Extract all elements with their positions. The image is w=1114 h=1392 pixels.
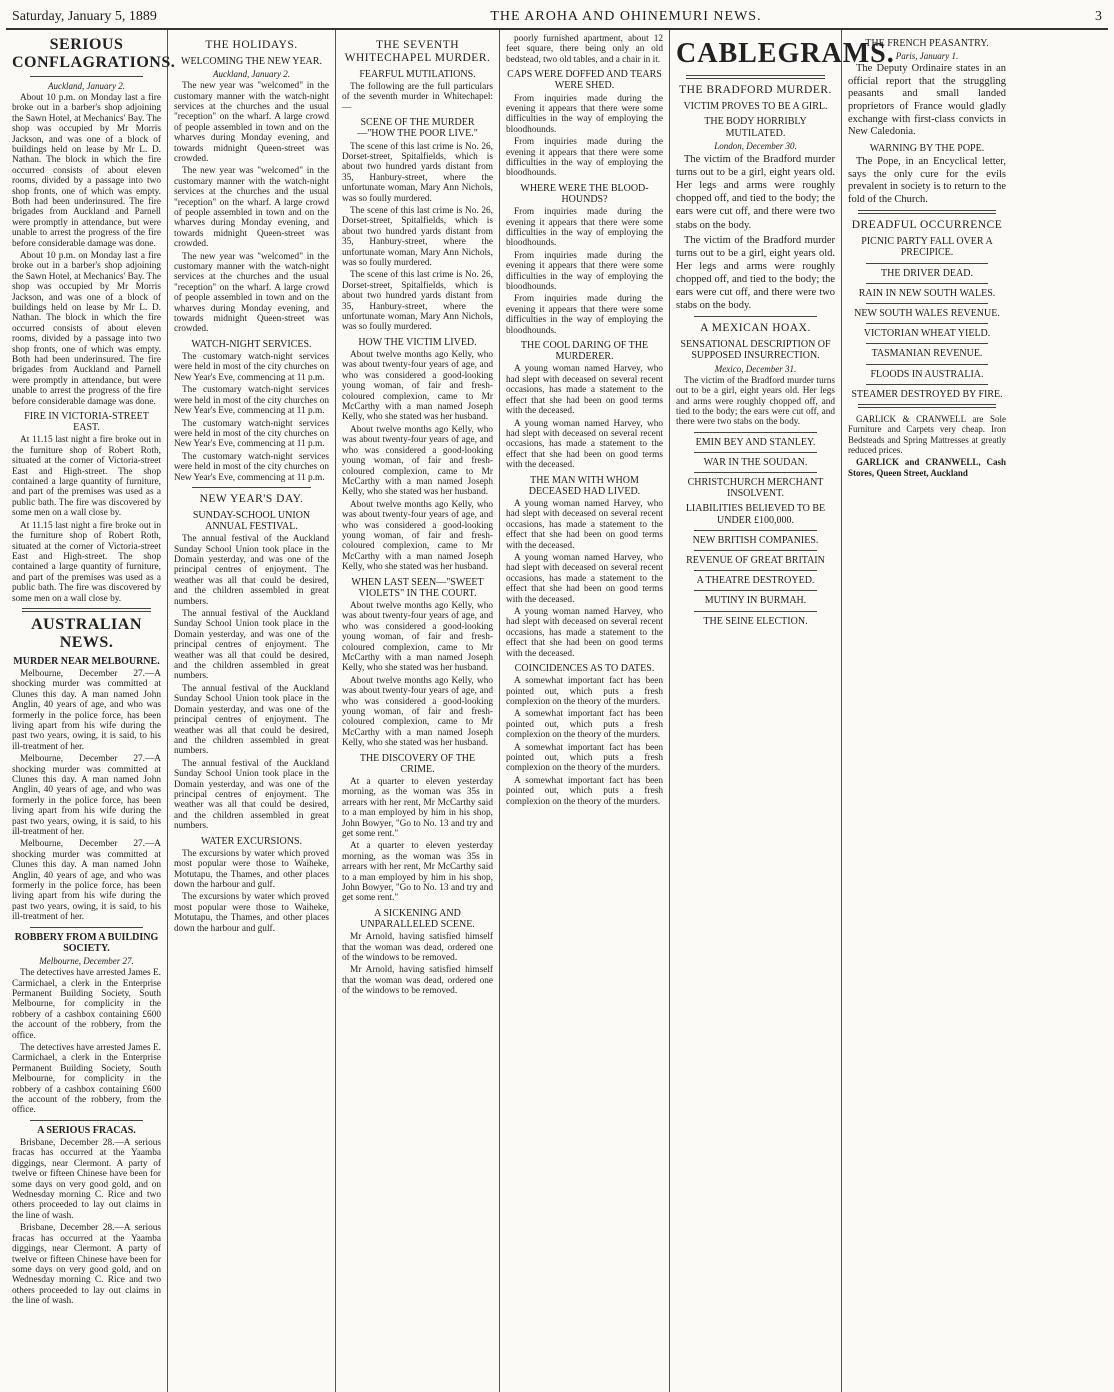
divider: [192, 487, 311, 488]
article-text: From inquiries made during the evening it appears that there were some difficulties in the way of employing the bloodhounds.: [506, 250, 663, 293]
divider: [858, 404, 996, 408]
article-text: A somewhat important fact has been pointed out, which puts a fresh complexion on the theory of the murders.: [506, 742, 663, 774]
column-3: [336, 30, 500, 1392]
column-2: [168, 30, 336, 1392]
ad-signature: GARLICK and CRANWELL, Cash Stores, Queen Street, Auckland: [848, 457, 1006, 478]
issue-date: Saturday, January 5, 1889: [12, 9, 157, 24]
headline-australian-news: AUSTRALIAN NEWS.: [31, 615, 142, 651]
subhead-water-excursions: WATER EXCURSIONS.: [200, 835, 303, 847]
subhead-emin-bey: EMIN BEY AND STANLEY.: [695, 436, 816, 448]
article-text: Mr Arnold, having satisfied himself that the woman was dead, ordered one of the windows to be removed.: [342, 965, 493, 997]
subhead-murder-near-melbourne: MURDER NEAR MELBOURNE.: [13, 655, 160, 667]
subhead-scene-of-murder: SCENE OF THE MURDER—"HOW THE POOR LIVE.": [357, 117, 478, 140]
divider: [694, 452, 817, 453]
article-text: The scene of this last crime is No. 26, Dorset-street, Spitalfields, which is about two hundred yards distant from 35, Hanbury-street, where the unfortunate woman, Mary Ann Nichols, was so foully murdered.: [342, 141, 493, 204]
column-5: [670, 30, 895, 1392]
divider: [866, 364, 988, 365]
advertisement: [848, 414, 1006, 478]
article-text: The excursions by water which proved most popular were those to Waiheke, Motutapu, the Thames, and other places down the harbour and gulf.: [174, 892, 329, 934]
dateline: London, December 30.: [714, 140, 797, 151]
divider: [866, 384, 988, 385]
article-text: The following are the full particulars of the seventh murder in Whitechapel:—: [342, 81, 493, 113]
article-text: The Deputy Ordinaire states in an official report that the struggling peasants and small landed proprietors of France would gladly exchange with first-class convicts in New Caledonia.: [848, 63, 1006, 138]
article-text: The annual festival of the Auckland Sunday School Union took place in the Domain yesterday, and was one of the principal centres of enjoyment. The weather was all that could be desired, and the children assembled in great numbers.: [174, 758, 329, 832]
divider: [694, 611, 817, 612]
article-text: About twelve months ago Kelly, who was about twenty-four years of age, and who was considered a good-looking young woman, of fair and fresh-coloured complexion, came to Mr McCarthy with a man named Joseph Kelly, who she stated was her husband.: [342, 499, 493, 573]
article-text: About twelve months ago Kelly, who was about twenty-four years of age, and who was considered a good-looking young woman, of fair and fresh-coloured complexion, came to Mr McCarthy with a man named Joseph Kelly, who she stated was her husband.: [342, 600, 493, 674]
subhead-french-peasantry: THE FRENCH PEASANTRY.: [865, 38, 989, 49]
article-text: The new year was "welcomed" in the customary manner with the watch-night services at the churches and the usual "reception" on the wharf. A large crowd of people assembled in town and on the wharves during Monday evening, and towards midnight Queen-street was crowded.: [174, 81, 329, 164]
article-text: At 11.15 last night a fire broke out in the furniture shop of Robert Roth, situated at the corner of Victoria-street East and High-street. The shop contained a large quantity of furniture, and part of the premises was used as a public bath. The fire was discovered by some men on a wall close by.: [12, 520, 161, 604]
article-text: From inquiries made during the evening it appears that there were some difficulties in the way of employing the bloodhounds.: [506, 137, 663, 179]
subhead-warning-pope: WARNING BY THE POPE.: [869, 142, 985, 154]
dateline: Auckland, January 2.: [213, 69, 290, 80]
subhead-sickening-scene: A SICKENING AND UNPARALLELED SCENE.: [360, 907, 475, 931]
subhead-sensational-description: SENSATIONAL DESCRIPTION OF SUPPOSED INSURRECTION.: [680, 339, 831, 362]
headline-holidays: THE HOLIDAYS.: [205, 39, 298, 51]
article-text: The annual festival of the Auckland Sunday School Union took place in the Domain yesterday, and was one of the principal centres of enjoyment. The weather was all that could be desired, and the children assembled in great numbers.: [174, 683, 329, 757]
article-text: The customary watch-night services were held in most of the city churches on New Year's Eve, commencing at 11 p.m.: [174, 352, 329, 383]
subhead-nsw-revenue: NEW SOUTH WALES REVENUE.: [854, 308, 1000, 320]
subhead-mutiny-burmah: MUTINY IN BURMAH.: [704, 595, 807, 607]
article-text: About 10 p.m. on Monday last a fire broke out in a barber's shop adjoining the Sawn Hotel, at Mechanics' Bay. The shop was occupied by Mr Morris Jackson, and was one of a block of buildings held on lease by Mr L. D. Nathan. The block in which the fire occurred consists of about eleven rooms, divided by a passage into two shop fronts, one of which was empty. Both had been underinsured. The fire brigades from Auckland and Parnell were promptly in attendance, but were unable to arrest the progress of the fire before considerable damage was done.: [12, 250, 161, 407]
article-text: Melbourne, December 27.—A shocking murder was committed at Clunes this day. A man named John Anglin, 40 years of age, and who was formerly in the police force, has been living apart from his wife during the past two years, owing, it is said, to his ill-treatment of her.: [12, 839, 161, 923]
subhead-tasmanian-revenue: TASMANIAN REVENUE.: [871, 348, 983, 360]
subhead-discovery-of-crime: THE DISCOVERY OF THE CRIME.: [359, 752, 476, 775]
subhead-caps-doffed: CAPS WERE DOFFED AND TEARS WERE SHED.: [507, 69, 662, 92]
divider: [866, 303, 988, 304]
divider: [694, 550, 817, 551]
subhead-sunday-school-festival: SUNDAY-SCHOOL UNION ANNUAL FESTIVAL.: [192, 509, 311, 533]
article-text: About twelve months ago Kelly, who was about twenty-four years of age, and who was considered a good-looking young woman, of fair and fresh-coloured complexion, came to Mr McCarthy with a man named Joseph Kelly, who she stated was her husband.: [342, 424, 493, 498]
subhead-revenue-britain: REVENUE OF GREAT BRITAIN: [686, 555, 825, 567]
article-text: Melbourne, December 27.—A shocking murder was committed at Clunes this day. A man named John Anglin, 40 years of age, and who was formerly in the police force, has been living apart from his wife during the past two years, owing, it is said, to his ill-treatment of her.: [12, 754, 161, 838]
subhead-victim-girl: VICTIM PROVES TO BE A GIRL.: [683, 101, 828, 113]
subhead-steamer-fire: STEAMER DESTROYED BY FIRE.: [851, 388, 1003, 400]
divider: [866, 343, 988, 344]
headline-whitechapel-murder: THE SEVENTH WHITECHAPEL MURDER.: [344, 39, 491, 64]
subhead-man-with-deceased: THE MAN WITH WHOM DECEASED HAD LIVED.: [528, 474, 641, 497]
article-text: The victim of the Bradford murder turns out to be a girl, eight years old. Her legs and arms were roughly chopped off, and tied to the body; the ears were cut off, and there were two stabs on the body.: [676, 375, 835, 428]
dateline: Mexico, December 31.: [714, 363, 797, 374]
article-text: From inquiries made during the evening it appears that there were some difficulties in the way of employing the bloodhounds.: [506, 294, 663, 336]
article-text: The scene of this last crime is No. 26, Dorset-street, Spitalfields, which is about two hundred yards distant from 35, Hanbury-street, where the unfortunate woman, Mary Ann Nichols, was so foully murdered.: [342, 205, 493, 268]
subhead-liabilities: LIABILITIES BELIEVED TO BE UNDER £100,000.: [685, 503, 826, 526]
divider: [694, 432, 817, 433]
article-text: A somewhat important fact has been pointed out, which puts a fresh complexion on the theory of the murders.: [506, 676, 663, 707]
article-text: The customary watch-night services were held in most of the city churches on New Year's Eve, commencing at 11 p.m.: [174, 385, 329, 417]
subhead-picnic-precipice: PICNIC PARTY FALL OVER A PRECIPICE.: [861, 236, 993, 259]
divider: [30, 1120, 143, 1121]
subhead-watch-night-services: WATCH-NIGHT SERVICES.: [191, 338, 312, 350]
divider: [694, 570, 817, 571]
subhead-theatre-destroyed: A THEATRE DESTROYED.: [696, 575, 815, 587]
subhead-war-soudan: WAR IN THE SOUDAN.: [703, 456, 808, 468]
article-text: Brisbane, December 28.—A serious fracas has occurred at the Yaamba diggings, near Clermont. A party of twelve or fifteen Chinese have been for some days on very good gold, and on Wednesday morning C. Rice and two others proceeded to lay out claims in the line of wash.: [12, 1138, 161, 1221]
article-text: From inquiries made during the evening it appears that there were some difficulties in the way of employing the bloodhounds.: [506, 93, 663, 135]
divider: [30, 76, 143, 77]
divider: [866, 283, 988, 284]
article-text: The detectives have arrested James E. Carmichael, a clerk in the Enterprise Permanent Building Society, South Melbourne, for complicity in the robbery of a cashbox containing £600 the account of the robbery, from the office.: [12, 968, 161, 1041]
subhead-victoria-street-fire: FIRE IN VICTORIA-STREET EAST.: [24, 411, 149, 434]
article-text: The Pope, in an Encyclical letter, says the only cure for the evils prevalent in society is to return to the fold of the Church.: [848, 156, 1006, 205]
article-text: About twelve months ago Kelly, who was about twenty-four years of age, and who was considered a good-looking young woman, of fair and fresh-coloured complexion, came to Mr McCarthy with a man named Joseph Kelly, who she stated was her husband.: [342, 350, 493, 423]
subhead-coincidences-dates: COINCIDENCES AS TO DATES.: [514, 663, 655, 674]
article-text: The customary watch-night services were held in most of the city churches on New Year's Eve, commencing at 11 p.m.: [174, 418, 329, 450]
subhead-welcoming-new-year: WELCOMING THE NEW YEAR.: [181, 55, 322, 67]
article-text: The new year was "welcomed" in the customary manner with the watch-night services at the churches and the usual "reception" on the wharf. A large crowd of people assembled in town and on the wharves during Monday evening, and towards midnight Queen-street was crowded.: [174, 251, 329, 335]
columns: [6, 30, 1108, 1392]
article-text: About twelve months ago Kelly, who was about twenty-four years of age, and who was considered a good-looking young woman, of fair and fresh-coloured complexion, came to Mr McCarthy with a man named Joseph Kelly, who she stated was her husband.: [342, 675, 493, 749]
subhead-robbery-building-society: ROBBERY FROM A BUILDING SOCIETY.: [14, 931, 159, 954]
headline-cablegrams: CABLEGRAMS.: [676, 38, 895, 69]
subhead-fearful-mutilations: FEARFUL MUTILATIONS.: [359, 68, 476, 80]
article-text: A somewhat important fact has been pointed out, which puts a fresh complexion on the theory of the murders.: [506, 709, 663, 741]
page-number: 3: [1095, 9, 1102, 24]
divider: [866, 323, 988, 324]
subhead-rain-nsw: RAIN IN NEW SOUTH WALES.: [858, 287, 996, 299]
article-text: The annual festival of the Auckland Sunday School Union took place in the Domain yesterday, and was one of the principal centres of enjoyment. The weather was all that could be desired, and the children assembled in great numbers.: [174, 534, 329, 607]
headline-new-years-day: NEW YEAR'S DAY.: [199, 492, 304, 505]
divider: [858, 210, 996, 214]
headline-bradford-murder: THE BRADFORD MURDER.: [679, 84, 832, 97]
column-6: [842, 30, 1012, 1392]
article-text: A young woman named Harvey, who had slept with deceased on several recent occasions, has made a statement to the effect that she had been on good terms with the deceased.: [506, 552, 663, 605]
subhead-driver-dead: THE DRIVER DEAD.: [881, 267, 973, 279]
article-text: Brisbane, December 28.—A serious fracas has occurred at the Yaamba diggings, near Clermont. A party of twelve or fifteen Chinese have been for some days on very good gold, and on Wednesday morning C. Rice and two others proceeded to lay out claims in the line of wash.: [12, 1223, 161, 1307]
subhead-floods-australia: FLOODS IN AUSTRALIA.: [870, 368, 984, 380]
dateline: Melbourne, December 27.: [39, 956, 134, 967]
divider: [694, 316, 817, 317]
divider: [30, 927, 143, 928]
divider: [686, 75, 825, 79]
subhead-seine-election: THE SEINE ELECTION.: [703, 615, 808, 627]
article-text: About 10 p.m. on Monday last a fire broke out in a barber's shop adjoining the Sawn Hotel, at Mechanics' Bay. The shop was occupied by Mr Morris Jackson, and was one of a block of buildings held on lease by Mr L. D. Nathan. The block in which the fire occurred consists of about eleven rooms, divided by a passage into two shop fronts, one of which was empty. Both had been underinsured. The fire brigades from Auckland and Parnell were promptly in attendance, but were unable to arrest the progress of the fire before considerable damage was done.: [12, 92, 161, 249]
subhead-body-mutilated: THE BODY HORRIBLY MUTILATED.: [704, 116, 807, 139]
subhead-serious-fracas: A SERIOUS FRACAS.: [37, 1124, 136, 1136]
article-text: The detectives have arrested James E. Carmichael, a clerk in the Enterprise Permanent Building Society, South Melbourne, for complicity in the robbery of a cashbox containing £600 the account of the robbery, from the office.: [12, 1043, 161, 1116]
article-text: The customary watch-night services were held in most of the city churches on New Year's Eve, commencing at 11 p.m.: [174, 451, 329, 483]
dateline: Paris, January 1.: [895, 51, 959, 62]
subhead-when-last-seen: WHEN LAST SEEN—"SWEET VIOLETS" IN THE COURT.: [351, 576, 484, 599]
subhead-victorian-wheat: VICTORIAN WHEAT YIELD.: [863, 328, 991, 340]
headline-mexican-hoax: A MEXICAN HOAX.: [700, 322, 811, 335]
subhead-cool-daring: THE COOL DARING OF THE MURDERER.: [520, 340, 649, 363]
article-text: The excursions by water which proved most popular were those to Waiheke, Motutapu, the Thames, and other places down the harbour and gulf.: [174, 848, 329, 890]
masthead: [6, 6, 1108, 30]
divider: [866, 263, 988, 264]
divider: [694, 472, 817, 473]
paper-title: THE AROHA AND OHINEMURI NEWS.: [490, 9, 762, 24]
article-text: The scene of this last crime is No. 26, Dorset-street, Spitalfields, which is about two hundred yards distant from 35, Hanbury-street, where the unfortunate woman, Mary Ann Nichols, was so foully murdered.: [342, 270, 493, 333]
article-text: The victim of the Bradford murder turns out to be a girl, eight years old. Her legs and arms were roughly chopped off, and tied to the body; the ears were cut off, and there were two stabs on the body.: [676, 153, 835, 231]
headline-dreadful-occurrence: DREADFUL OCCURRENCE: [851, 219, 1003, 232]
article-text: From inquiries made during the evening it appears that there were some difficulties in the way of employing the bloodhounds.: [506, 207, 663, 249]
dateline: Auckland, January 2.: [48, 80, 125, 91]
article-text: Mr Arnold, having satisfied himself that the woman was dead, ordered one of the windows to be removed.: [342, 932, 493, 964]
article-text: At a quarter to eleven yesterday morning, as the woman was 35s in arrears with her rent, Mr McCarthy said to a man employed by him in his shop, John Bowyer, "Go to No. 13 and try and get some rent.": [342, 777, 493, 840]
article-text: At 11.15 last night a fire broke out in the furniture shop of Robert Roth, situated at the corner of Victoria-street East and High-street. The shop contained a large quantity of furniture, and part of the premises was used as a public bath. The fire was discovered by some men on a wall close by.: [12, 435, 161, 519]
column-4: [500, 30, 670, 1392]
article-text: A young woman named Harvey, who had slept with deceased on several recent occasions, has made a statement to the effect that she had been on good terms with the deceased.: [506, 364, 663, 417]
article-text: The annual festival of the Auckland Sunday School Union took place in the Domain yesterday, and was one of the principal centres of enjoyment. The weather was all that could be desired, and the children assembled in great numbers.: [174, 609, 329, 682]
subhead-christchurch-merchant: CHRISTCHURCH MERCHANT INSOLVENT.: [687, 477, 824, 500]
article-text: At a quarter to eleven yesterday morning, as the woman was 35s in arrears with her rent, Mr McCarthy said to a man employed by him in his shop, John Bowyer, "Go to No. 13 and try and get some rent.": [342, 841, 493, 904]
article-text: A young woman named Harvey, who had slept with deceased on several recent occasions, has made a statement to the effect that she had been on good terms with the deceased.: [506, 418, 663, 471]
article-text: A young woman named Harvey, who had slept with deceased on several recent occasions, has made a statement to the effect that she had been on good terms with the deceased.: [506, 606, 663, 659]
headline-serious-conflagrations: SERIOUS CONFLAGRATIONS.: [12, 36, 176, 71]
divider: [694, 590, 817, 591]
article-text: The victim of the Bradford murder turns out to be a girl, eight years old. Her legs and arms were roughly chopped off, and tied to the body; the ears were cut off, and there were two stabs on the body.: [676, 234, 835, 312]
divider: [694, 530, 817, 531]
divider: [22, 608, 151, 612]
article-text: poorly furnished apartment, about 12 feet square, there being only an old bedstead, two old tables, and a chair in it.: [506, 34, 663, 65]
article-text: A young woman named Harvey, who had slept with deceased on several recent occasions, has made a statement to the effect that she had been on good terms with the deceased.: [506, 498, 663, 551]
subhead-how-victim-lived: HOW THE VICTIM LIVED.: [358, 336, 477, 348]
article-text: Melbourne, December 27.—A shocking murder was committed at Clunes this day. A man named John Anglin, 40 years of age, and who was formerly in the police force, has been living apart from his wife during the past two years, owing, it is said, to his ill-treatment of her.: [12, 668, 161, 752]
article-text: The new year was "welcomed" in the customary manner with the watch-night services at the churches and the usual "reception" on the wharf. A large crowd of people assembled in town and on the wharves during Monday evening, and towards midnight Queen-street was crowded.: [174, 166, 329, 250]
article-text: A somewhat important fact has been pointed out, which puts a fresh complexion on the theory of the murders.: [506, 775, 663, 807]
subhead-british-companies: NEW BRITISH COMPANIES.: [692, 534, 819, 546]
subhead-bloodhounds: WHERE WERE THE BLOOD-HOUNDS?: [520, 182, 649, 206]
column-1: [6, 30, 176, 1392]
ad-text: GARLICK & CRANWELL are Sole Furniture and Carpets very cheap. Iron Bedsteads and Spring Mattresses at greatly reduced prices.: [848, 413, 1006, 455]
